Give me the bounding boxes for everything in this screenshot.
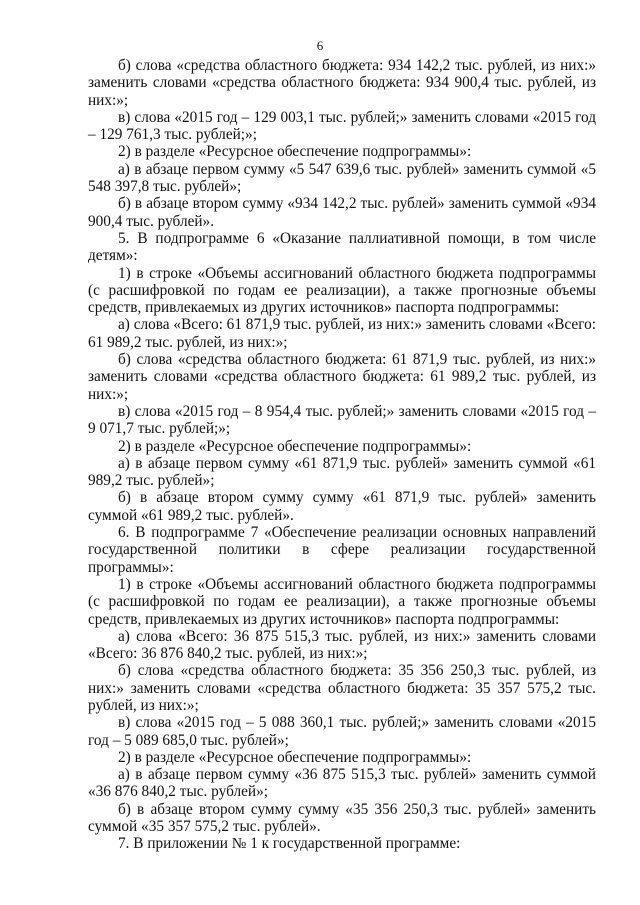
paragraph: б) в абзаце втором сумму «934 142,2 тыс. рублей» заменить суммой «934 900,4 тыс. рублей».: [88, 195, 596, 230]
paragraph: б) в абзаце втором сумму сумму «61 871,9 тыс. рублей» заменить суммой «61 989,2 тыс. рублей».: [88, 489, 596, 524]
paragraph: в) слова «2015 год – 129 003,1 тыс. рублей;» заменить словами «2015 год – 129 761,3 тыс. рублей;»;: [88, 108, 596, 144]
paragraph: а) в абзаце первом сумму «5 547 639,6 тыс. рублей» заменить суммой «5 548 397,8 тыс. рублей»;: [88, 160, 596, 196]
paragraph: а) в абзаце первом сумму «61 871,9 тыс. рублей» заменить суммой «61 989,2 тыс. рублей»;: [88, 454, 596, 490]
paragraph: 1) в строке «Объемы ассигнований областного бюджета подпрограммы (с расшифровкой по годам ее реализации), а также прогнозные объемы средств, привлекаемых из других источников» паспорта подпрограммы:: [88, 575, 596, 628]
document-body: [88, 57, 596, 853]
paragraph: б) слова «средства областного бюджета: 61 871,9 тыс. рублей, из них:» заменить словами «средства областного бюджета: 61 989,2 тыс. рублей, из них:»;: [88, 351, 596, 403]
paragraph: 2) в разделе «Ресурсное обеспечение подпрограммы»:: [118, 143, 472, 161]
paragraph: 2) в разделе «Ресурсное обеспечение подпрограммы»:: [118, 437, 472, 455]
paragraph: 1) в строке «Объемы ассигнований областного бюджета подпрограммы (с расшифровкой по годам ее реализации), а также прогнозные объемы средств, привлекаемых из других источников» паспорта подпрограммы:: [88, 264, 596, 317]
paragraph: в) слова «2015 год – 8 954,4 тыс. рублей;» заменить словами «2015 год – 9 071,7 тыс. рублей;»;: [88, 402, 596, 438]
paragraph: а) в абзаце первом сумму «36 875 515,3 тыс. рублей» заменить суммой «36 876 840,2 тыс. рублей»;: [88, 766, 596, 801]
page-number: 6: [316, 38, 324, 53]
paragraph: б) слова «средства областного бюджета: 934 142,2 тыс. рублей, из них:» заменить словами «средства областного бюджета: 934 900,4 тыс. рублей, из них:»;: [88, 57, 596, 109]
paragraph: а) слова «Всего: 61 871,9 тыс. рублей, из них:» заменить словами «Всего: 61 989,2 тыс. рублей, из них:»;: [88, 316, 596, 351]
paragraph: 5. В подпрограмме 6 «Оказание паллиативной помощи, в том числе детям»:: [88, 229, 596, 265]
paragraph: а) слова «Всего: 36 875 515,3 тыс. рублей, из них:» заменить словами «Всего: 36 876 840,2 тыс. рублей, из них:»;: [88, 627, 596, 663]
paragraph: 6. В подпрограмме 7 «Обеспечение реализации основных направлений государственной политики в сфере реализации государственной программы»:: [88, 524, 596, 576]
paragraph: 2) в разделе «Ресурсное обеспечение подпрограммы»:: [118, 748, 472, 766]
paragraph: б) в абзаце втором сумму сумму «35 356 250,3 тыс. рублей» заменить суммой «35 357 575,2 тыс. рублей».: [88, 800, 596, 836]
paragraph: б) слова «средства областного бюджета: 35 356 250,3 тыс. рублей, из них:» заменить словами «средства областного бюджета: 35 357 575,2 тыс. рублей, из них:»;: [88, 662, 596, 714]
paragraph: в) слова «2015 год – 5 088 360,1 тыс. рублей;» заменить словами «2015 год – 5 089 685,0 тыс. рублей»;: [88, 714, 596, 749]
paragraph: 7. В приложении № 1 к государственной программе:: [118, 835, 461, 853]
